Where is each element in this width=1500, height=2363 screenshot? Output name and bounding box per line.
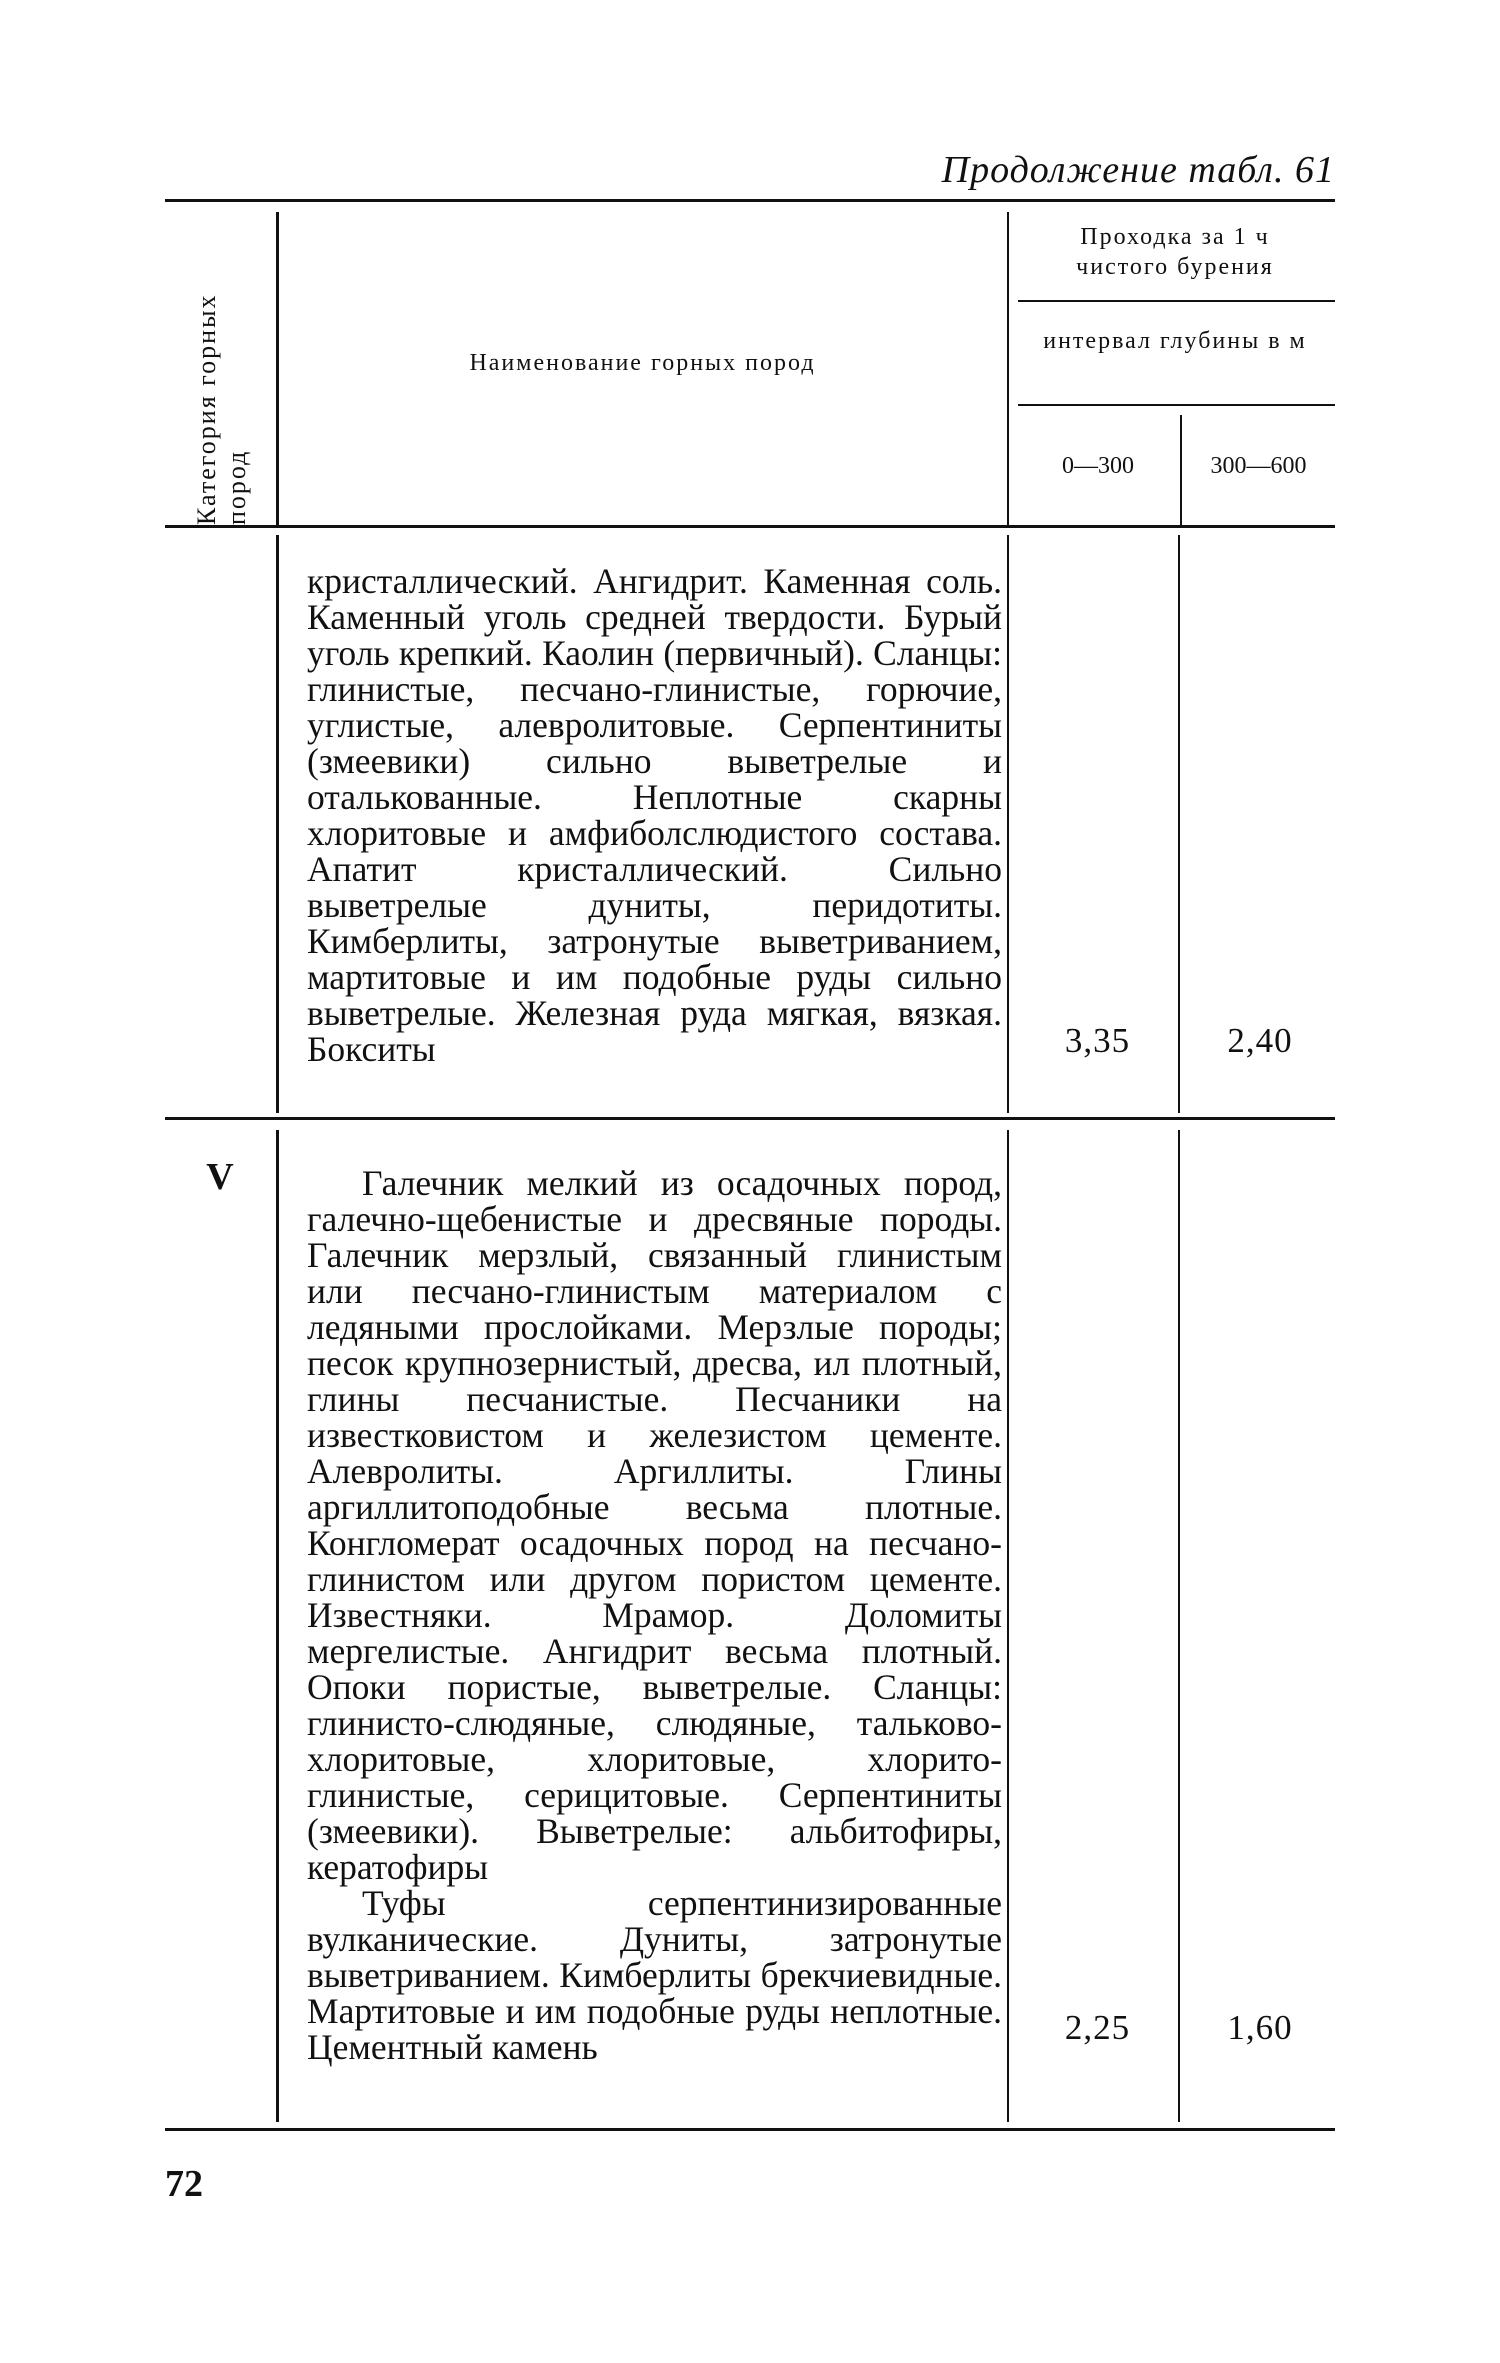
drilling-subheader-rule <box>1018 300 1335 302</box>
row1-paragraph: кристаллический. Ангидрит. Каменная соль. Каменный уголь средней твердости. Бурый уголь крепкий. Каолин (первичный). Сланцы: глинистые, песчано-глинистые, горючие, углистые, алевролитовые. Серпентиниты (змеевики) сильно выветрелые и оталькованные. Неплотные скарны хлоритовые и амфиболслюдистого состава. Апатит кристаллический. Сильно выветрелые дуниты, перидотиты. Кимберлиты, затронутые выветриванием, мартитовые и им подобные руды сильно выветрелые. Железная руда мягкая, вязкая. Бокситы <box>307 561 1002 1069</box>
row2-depth-divider <box>1178 1130 1180 2122</box>
row2-category: V <box>206 1156 234 1198</box>
category-column-header <box>168 225 276 525</box>
drilling-column-header: Проходка за 1 ч чистого бурения <box>1076 224 1274 280</box>
interval-column-header: интервал глубины в м <box>1043 328 1307 354</box>
row2-name-divider <box>1007 1130 1009 2122</box>
interval-subheader-rule <box>1018 404 1335 406</box>
table-continuation-caption: Продолжение табл. 61 <box>941 149 1335 191</box>
row1-name-divider <box>1007 535 1009 1113</box>
row-separator-rule <box>165 1117 1335 1120</box>
row1-value-300-600: 2,40 <box>1227 1021 1293 1060</box>
row2-description <box>307 1165 1002 2065</box>
table-top-rule <box>165 199 1335 202</box>
row2-value-300-600: 1,60 <box>1227 2008 1293 2047</box>
category-column-label: Категория горных пород <box>192 293 251 525</box>
header-name-divider <box>1007 212 1009 525</box>
page-number: 72 <box>165 2163 203 2205</box>
row2-value-0-300: 2,25 <box>1064 2008 1131 2047</box>
depth-column-0-300: 0—300 <box>1062 453 1134 479</box>
row1-description <box>307 563 1002 1067</box>
row1-depth-divider <box>1178 535 1180 1113</box>
row1-value-0-300: 3,35 <box>1064 1021 1131 1060</box>
row1-category-divider <box>276 535 279 1113</box>
row2-paragraph-2: Туфы серпентинизированные вулканические. Дуниты, затронутые выветриванием. Кимберлиты брекчиевидные. Мартитовые и им подобные руды неплотные. Цементный камень <box>307 1883 1002 2067</box>
row2-category-divider <box>276 1130 279 2122</box>
row2-paragraph-1: Галечник мелкий из осадочных пород, галечно-щебенистые и дресвяные породы. Галечник мерзлый, связанный глинистым или песчано-глинистым материалом с ледяными прослойками. Мерзлые породы; песок крупнозернистый, дресва, ил плотный, глины песчанистые. Песчаники на известковистом и железистом цементе. Алевролиты. Аргиллиты. Глины аргиллитоподобные весьма плотные. Конгломерат осадочных пород на песчано-глинистом или другом пористом цементе. Известняки. Мрамор. Доломиты мергелистые. Ангидрит весьма плотный. Опоки пористые, выветрелые. Сланцы: глинисто-слюдяные, слюдяные, тальково-хлоритовые, хлоритовые, хлорито-глинистые, серицитовые. Серпентиниты (змеевики). Выветрелые: альбитофиры, кератофиры <box>307 1163 1002 1887</box>
name-column-header: Наименование горных пород <box>469 350 816 376</box>
header-bottom-rule <box>165 525 1335 528</box>
header-category-divider <box>276 212 279 525</box>
depth-column-300-600: 300—600 <box>1210 453 1307 479</box>
table-bottom-rule <box>165 2128 1335 2131</box>
